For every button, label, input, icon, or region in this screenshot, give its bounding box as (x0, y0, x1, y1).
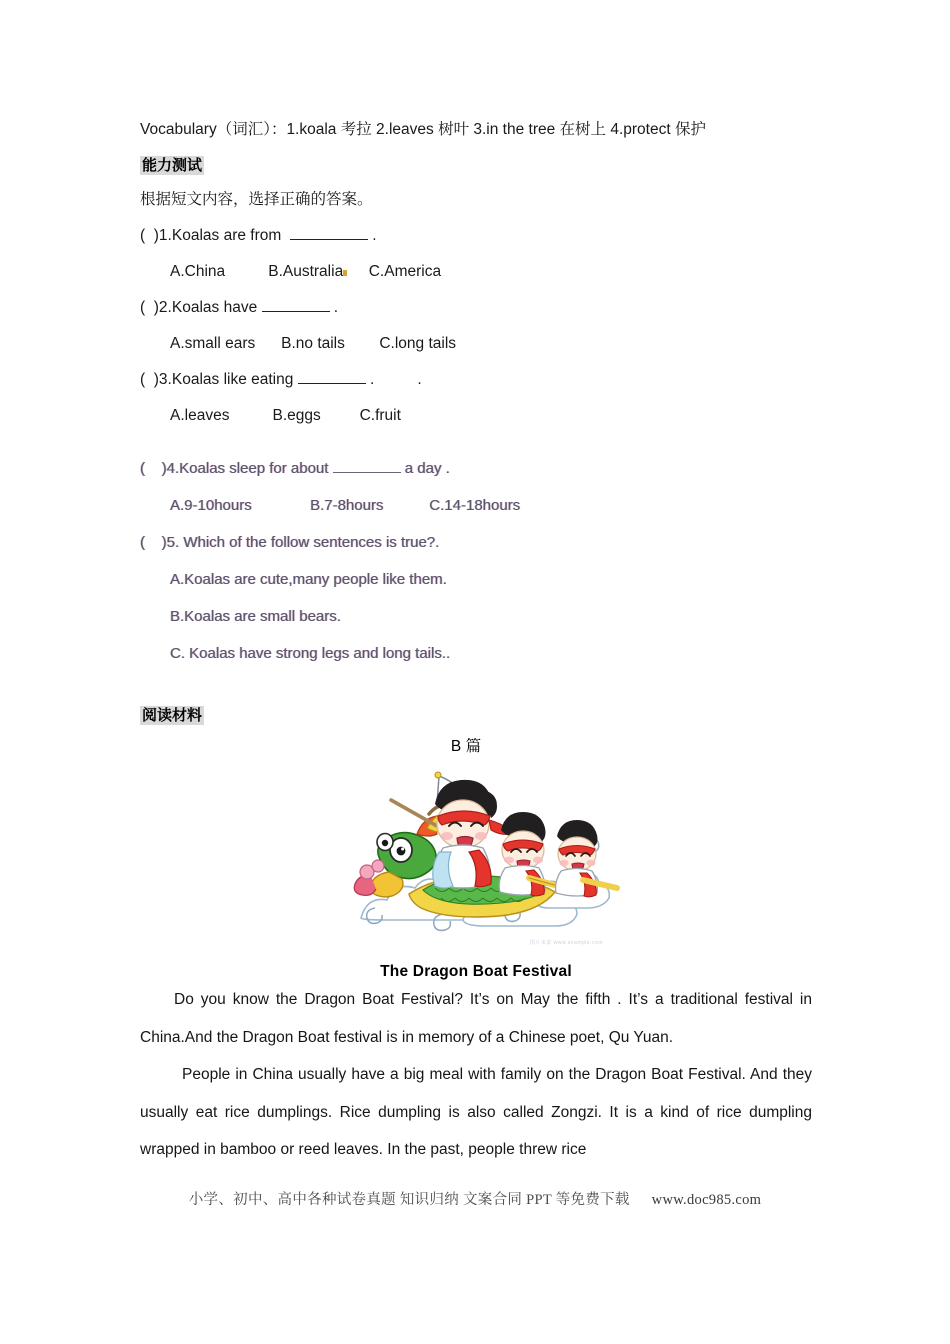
question-2-prefix: ( )2. (140, 299, 172, 316)
question-1-options (140, 254, 812, 290)
question-1-prefix: ( )1. (140, 227, 172, 244)
question-5-option-c-row (140, 635, 812, 672)
figure-caption: The Dragon Boat Festival (380, 963, 572, 980)
question-2-options (140, 326, 812, 362)
question-2-tail: . (329, 299, 339, 316)
footer-url[interactable]: www.doc985.com (651, 1192, 762, 1208)
question-4-option-c[interactable]: C.14-18hours (429, 497, 521, 514)
figure (140, 768, 812, 981)
question-3-tail: . . (365, 371, 422, 388)
question-5-option-a[interactable]: A.Koalas are cute,many people like them. (170, 571, 447, 588)
document-body (140, 112, 812, 1169)
image-watermark: 图片来源 www.example.com (529, 940, 603, 946)
ability-test-heading: 能力测试 (142, 157, 203, 174)
question-1-tail: . (367, 227, 377, 244)
ability-test-instruction: 根据短文内容，选择正确的答案。 (140, 191, 373, 208)
question-3-option-a[interactable]: A.leaves (170, 407, 230, 424)
question-2-blank[interactable] (262, 299, 330, 312)
question-4-option-a[interactable]: A.9-10hours (170, 497, 252, 514)
question-2-option-c[interactable]: C.long tails (379, 335, 457, 352)
question-2-option-a[interactable]: A.small ears (170, 335, 256, 352)
question-4-options (140, 487, 812, 524)
question-5-option-c[interactable]: C. Koalas have strong legs and long tails.. (170, 645, 451, 662)
question-2-text: Koalas have (171, 299, 262, 316)
question-3-blank[interactable] (298, 371, 366, 384)
question-4-blank[interactable] (333, 460, 401, 473)
question-1-option-b[interactable]: B.Australia (268, 263, 344, 280)
question-5-option-a-row (140, 561, 812, 598)
question-4-stem (140, 450, 812, 487)
reading-heading-row (140, 700, 812, 732)
question-3-option-c[interactable]: C.fruit (359, 407, 401, 424)
question-2-option-b[interactable]: B.no tails (281, 335, 345, 352)
question-4-text: Koalas sleep for about (179, 460, 333, 477)
question-1-blank[interactable] (290, 227, 368, 240)
reading-paragraph-1 (140, 981, 812, 1056)
question-4-prefix: ( )4. (140, 460, 180, 477)
question-5-option-b[interactable]: B.Koalas are small bears. (170, 608, 341, 625)
dragon-boat-illustration (331, 768, 621, 956)
question-1-option-c[interactable]: C.America (368, 263, 442, 280)
page-footer (0, 1188, 950, 1209)
reading-material-heading: 阅读材料 (142, 707, 203, 724)
question-3-prefix: ( )3. (140, 371, 172, 388)
question-1-option-a[interactable]: A.China (170, 263, 226, 280)
question-5-prefix: ( )5. (140, 534, 180, 551)
question-3-option-b[interactable]: B.eggs (272, 407, 321, 424)
question-1-stem (140, 218, 812, 254)
reading-paragraph-1-text: Do you know the Dragon Boat Festival? It’s on May the fifth . It’s a traditional festival in China.And the Dragon Boat festival is in memory of a Chinese poet, Qu Yuan. (140, 991, 812, 1046)
question-5-text: Which of the follow sentences is true?. (179, 534, 440, 551)
question-2-stem (140, 290, 812, 326)
ability-test-heading-row (140, 150, 812, 182)
question-3-stem (140, 362, 812, 398)
question-5-option-b-row (140, 598, 812, 635)
reading-paragraph-2 (140, 1056, 812, 1169)
reading-paragraph-2-text: People in China usually have a big meal with family on the Dragon Boat Festival. And they usually eat rice dumplings. Rice dumpling is also called Zongzi. It is a kind of rice dumpling wrapped in bamboo or reed leaves. In the past, people threw rice (140, 1066, 812, 1158)
vocabulary-line: Vocabulary（词汇）：1.koala 考拉 2.leaves 树叶 3.in the tree 在树上 4.protect 保护 (140, 121, 706, 138)
question-4-option-b[interactable]: B.7-8hours (310, 497, 384, 514)
question-3-text: Koalas like eating (171, 371, 298, 388)
question-1-text: Koalas are from (171, 227, 290, 244)
question-4-tail: a day . (400, 460, 450, 477)
reading-part-label: B 篇 (450, 738, 482, 755)
question-5-stem (140, 524, 812, 561)
question-3-options (140, 398, 812, 434)
footer-text: 小学、初中、高中各种试卷真题 知识归纳 文案合同 PPT 等免费下载 (188, 1192, 630, 1208)
